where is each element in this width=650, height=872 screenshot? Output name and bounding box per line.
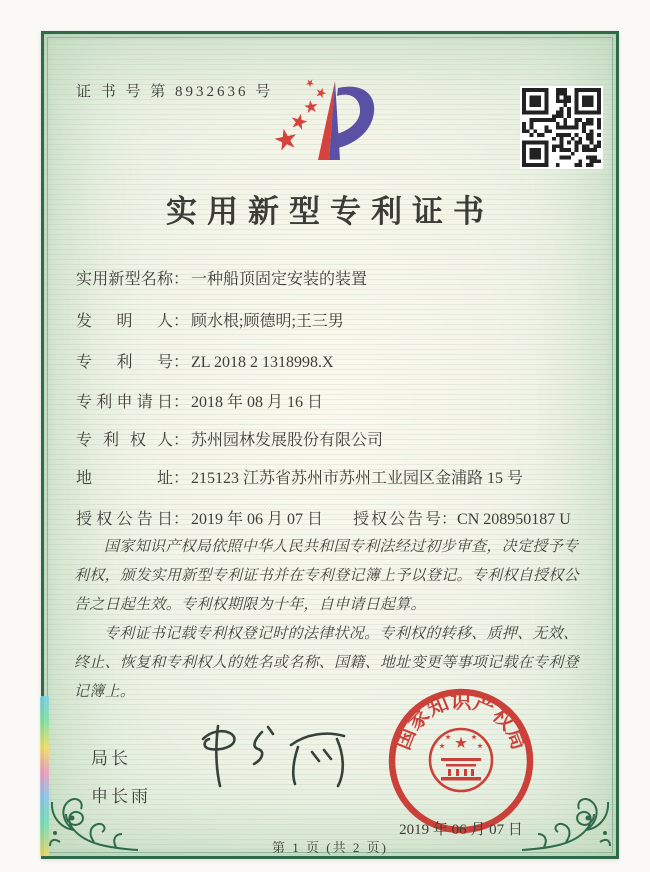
field-row-inventor: 发 明 人 ： 顾水根;顾德明;王三男 xyxy=(76,308,344,331)
qr-code xyxy=(520,86,603,169)
field-row-grant-date: 授 权 公 告 日 ： 2019 年 06 月 07 日 xyxy=(76,506,323,529)
legal-paragraph-2: 专利证书记载专利权登记时的法律状况。专利权的转移、质押、无效、终止、恢复和专利权人的姓名或名称、国籍、地址变更等事项记载在专利登记簿上。 xyxy=(74,626,579,700)
field-value: 2019 年 06 月 07 日 xyxy=(191,511,324,528)
field-value: 苏州园林发展股份有限公司 xyxy=(191,432,384,449)
corner-ornament-icon xyxy=(46,758,142,854)
legal-text xyxy=(74,533,586,707)
field-label: 专 利 号 xyxy=(76,354,173,371)
field-value: 一种船顶固定安装的装置 xyxy=(191,271,368,288)
cnipa-logo-icon xyxy=(266,76,398,182)
field-row-patentee: 专 利 权 人 ： 苏州园林发展股份有限公司 xyxy=(76,427,383,450)
field-label: 授 权 公 告 号 xyxy=(353,511,441,528)
patent-certificate xyxy=(41,31,619,859)
seal-date: 2019 年 06 月 07 日 xyxy=(399,822,523,838)
field-row-patent-no: 专 利 号 ： ZL 2018 2 1318998.X xyxy=(76,349,334,372)
field-value: ZL 2018 2 1318998.X xyxy=(191,354,334,371)
signer-name: 申长雨 xyxy=(91,787,151,806)
official-seal xyxy=(386,686,536,836)
field-label: 专 利 申 请 日 xyxy=(76,394,173,411)
field-label: 发 明 人 xyxy=(76,313,173,330)
field-value: 顾水根;顾德明;王三男 xyxy=(191,313,344,330)
legal-paragraph-1: 国家知识产权局依照中华人民共和国专利法经过初步审查，决定授予专利权，颁发实用新型专利证书并在专利登记簿上予以登记。专利权自授权公告之日起生效。专利权期限为十年，自申请日起算。 xyxy=(74,539,579,613)
field-label: 实 用 新 型 名 称 xyxy=(76,271,173,288)
signature-handwriting xyxy=(194,720,362,818)
field-value: 215123 江苏省苏州市苏州工业园区金浦路 15 号 xyxy=(191,470,524,487)
field-row-address: 地 址 ： 215123 江苏省苏州市苏州工业园区金浦路 15 号 xyxy=(76,465,523,488)
field-row-grant-no: 授 权 公 告 号 ：CN 208950187 U xyxy=(353,506,571,529)
field-row-filing-date: 专 利 申 请 日 ： 2018 年 08 月 16 日 xyxy=(76,389,323,412)
certificate-number: 证 书 号 第 8932636 号 xyxy=(76,84,274,100)
holographic-strip xyxy=(40,696,49,856)
page-footer: 第 1 页 (共 2 页) xyxy=(272,840,388,855)
seal-ring-text: 国家知识产权局 xyxy=(390,689,532,754)
field-value: 2018 年 08 月 16 日 xyxy=(191,394,324,411)
field-label: 专 利 权 人 xyxy=(76,432,173,449)
corner-ornament-icon xyxy=(518,758,614,854)
field-row-name: 实 用 新 型 名 称 ： 一种船顶固定安装的装置 xyxy=(76,266,367,289)
field-label: 授 权 公 告 日 xyxy=(76,511,173,528)
national-emblem-icon xyxy=(430,729,492,791)
field-value: CN 208950187 U xyxy=(457,511,571,528)
field-label: 地 址 xyxy=(76,470,173,487)
certificate-title: 实用新型专利证书 xyxy=(166,194,494,229)
signer-title: 局长 xyxy=(91,749,131,768)
